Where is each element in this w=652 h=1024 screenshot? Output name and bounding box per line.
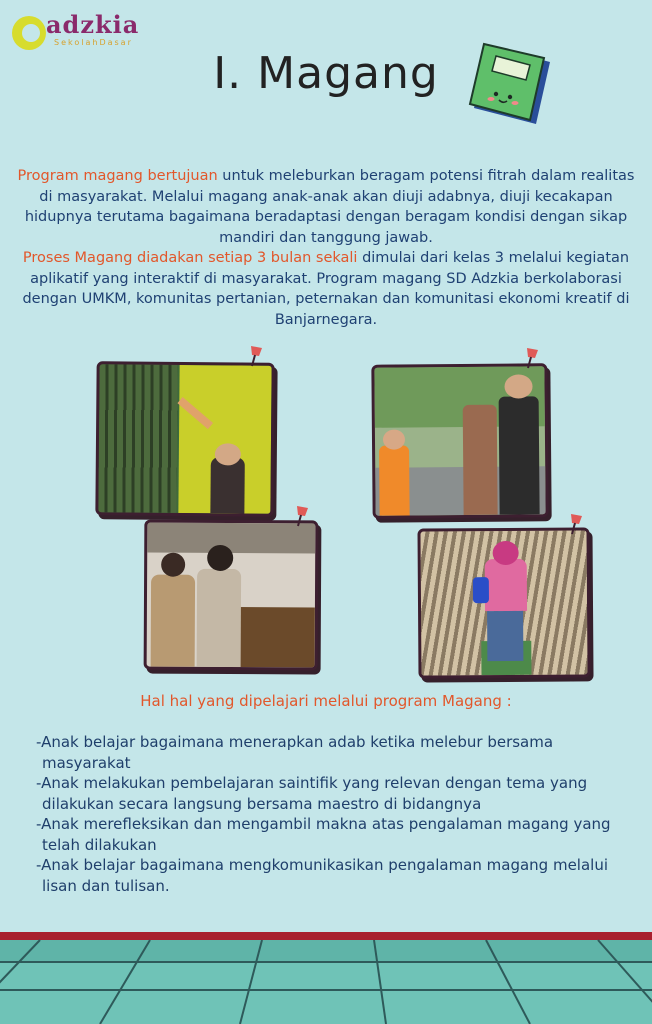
schedule-text: dimulai dari kelas 3 melalui kegiatan aplikatif yang interaktif di masyarakat. Program magang SD Adzkia berkolaborasi dengan UMKM, komunitas pertanian, peternakan dan komunitasi ekonomi kreatif di Banjarnegara. xyxy=(22,250,630,328)
photo-meeting xyxy=(144,520,319,671)
intro-highlight: Program magang bertujuan xyxy=(17,168,218,184)
intro-text: untuk meleburkan beragam potensi fitrah dalam realitas di masyarakat. Melalui magang anak-anak akan diuji adabnya, diuji kecakapan hidupnya terutama bagaimana beradaptasi dengan beragam kondisi dengan sikap mandiri dan tanggung jawab. xyxy=(24,168,635,246)
page-title: I. Magang xyxy=(213,48,439,99)
logo-mark-icon xyxy=(12,16,46,50)
tiled-floor xyxy=(0,932,652,1024)
logo-subtitle: SekolahDasar xyxy=(54,38,133,47)
photo-painting xyxy=(95,361,274,517)
list-item: -Anak merefleksikan dan mengambil makna atas pengalaman magang yang telah dilakukan xyxy=(36,815,611,854)
list-item: -Anak melakukan pembelajaran saintifik yang relevan dengan tema yang dilakukan secara langsung bersama maestro di bidangnya xyxy=(36,774,588,813)
list-item: -Anak belajar bagaimana mengkomunikasikan pengalaman magang melalui lisan dan tulisan. xyxy=(36,856,609,895)
logo-name: adzkia xyxy=(46,10,140,39)
pushpin-icon xyxy=(292,504,312,528)
book-icon xyxy=(466,38,556,128)
photo-farming xyxy=(417,527,590,678)
intro-paragraph xyxy=(10,166,642,330)
photo-transaction xyxy=(371,363,548,519)
pushpin-icon xyxy=(246,344,266,368)
pushpin-icon xyxy=(566,512,586,536)
learning-subheading: Hal hal yang dipelajari melalui program Magang : xyxy=(140,692,512,710)
list-item: -Anak belajar bagaimana menerapkan adab ketika melebur bersama masyarakat xyxy=(36,733,554,772)
schedule-highlight: Proses Magang diadakan setiap 3 bulan sekali xyxy=(22,250,358,266)
learning-list xyxy=(36,732,636,896)
pushpin-icon xyxy=(522,346,542,370)
